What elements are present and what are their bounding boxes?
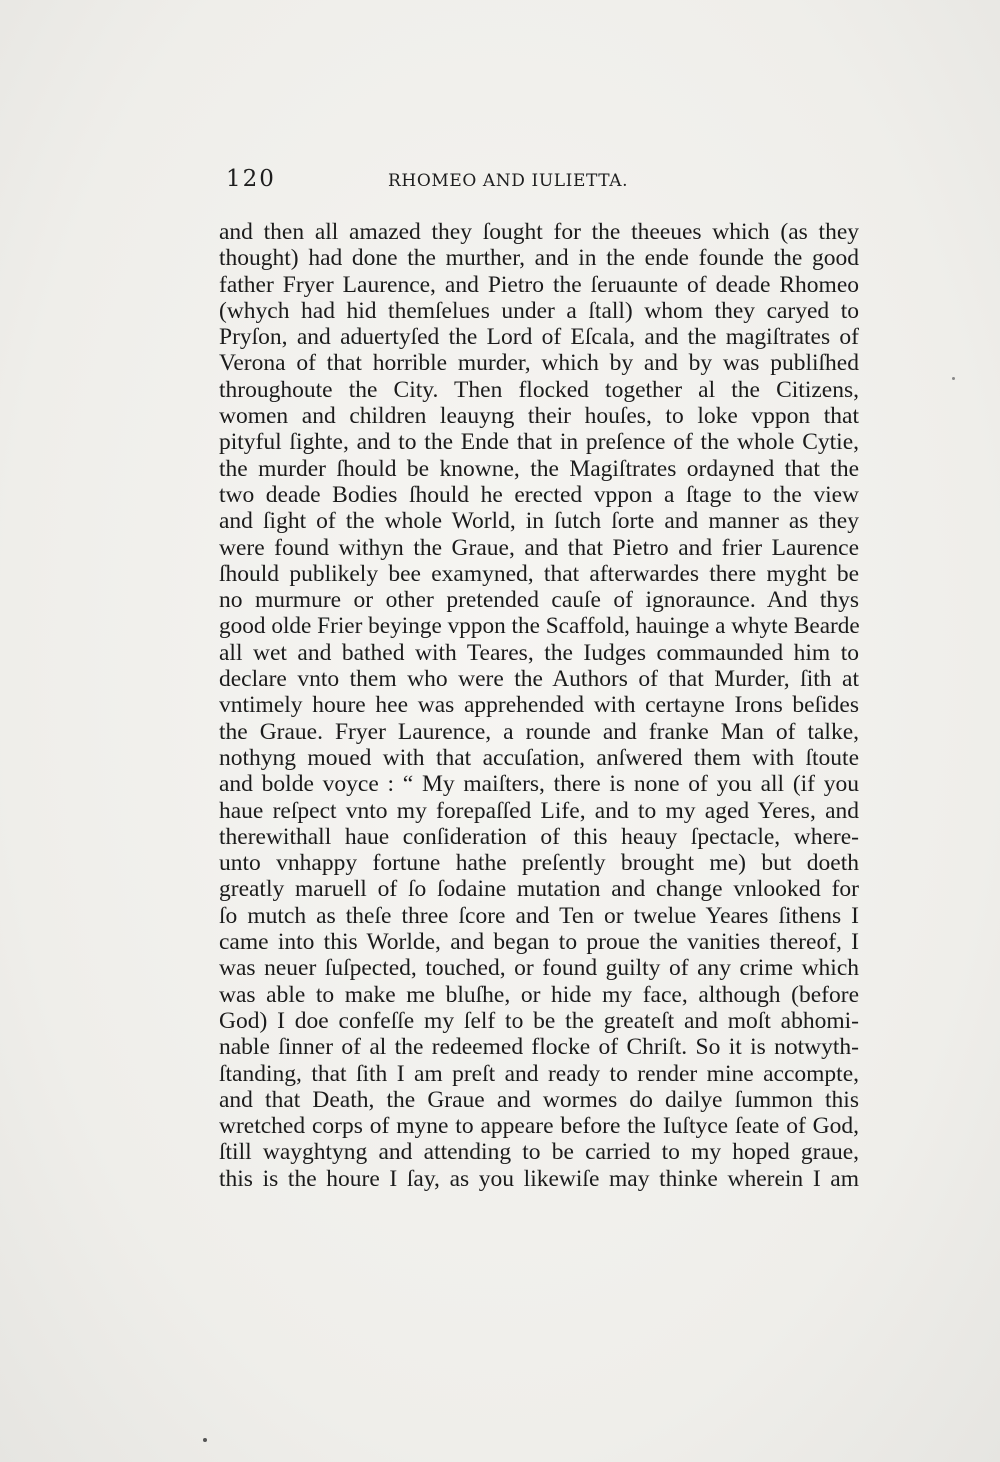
text-line: and that Death, the Graue and wormes do dailye ſummon this: [219, 1086, 859, 1113]
text-line: unto vnhappy fortune hathe preſently brought me) but doeth: [219, 850, 859, 877]
text-line: women and children leauyng their houſes, to loke vppon that: [219, 403, 859, 430]
text-line: the murder ſhould be knowne, the Magiſtrates ordayned that the: [219, 455, 859, 482]
text-line: father Fryer Laurence, and Pietro the ſeruaunte of deade Rhomeo: [219, 271, 859, 298]
text-line: and bolde voyce : “ My maiſters, there is none of you all (if you: [219, 771, 859, 798]
body-text: [219, 219, 859, 1192]
text-line: and ſight of the whole World, in ſutch ſorte and manner as they: [219, 508, 859, 535]
text-line: ſtanding, that ſith I am preſt and ready to render mine accompte,: [219, 1060, 859, 1087]
text-line: two deade Bodies ſhould he erected vppon a ſtage to the view: [219, 481, 859, 508]
text-line: was neuer ſuſpected, touched, or found guilty of any crime which: [219, 955, 859, 982]
text-line: nothyng moued with that accuſation, anſwered them with ſtoute: [219, 744, 859, 771]
running-title: RHOMEO AND IULIETTA.: [388, 171, 629, 191]
text-line: Pryſon, and aduertyſed the Lord of Eſcala, and the magiſtrates of: [219, 324, 859, 351]
page-number: 120: [226, 166, 276, 192]
text-line: ſtill wayghtyng and attending to be carried to my hoped graue,: [219, 1139, 859, 1166]
text-line: (whych had hid themſelues under a ſtall) whom they caryed to: [219, 297, 859, 324]
text-line: and then all amazed they ſought for the theeues which (as they: [219, 219, 859, 245]
text-line: thought) had done the murther, and in the ende founde the good: [219, 245, 859, 272]
text-line: greatly maruell of ſo ſodaine mutation and change vnlooked for: [219, 876, 859, 903]
page-header: [226, 166, 862, 196]
text-line: were found withyn the Graue, and that Pietro and frier Laurence: [219, 534, 859, 561]
text-line: nable ſinner of al the redeemed flocke of Chriſt. So it is notwyth-: [219, 1034, 859, 1061]
paper-speck: [952, 377, 955, 380]
paper-speck: [203, 1438, 207, 1442]
text-line: haue reſpect vnto my forepaſſed Life, and to my aged Yeres, and: [219, 797, 859, 824]
text-line: therewithall haue conſideration of this heauy ſpectacle, where-: [219, 823, 859, 850]
text-line: ſo mutch as theſe three ſcore and Ten or twelue Yeares ſithens I: [219, 902, 859, 929]
text-line: no murmure or other pretended cauſe of ignoraunce. And thys: [219, 587, 859, 614]
text-line: ſhould publikely bee examyned, that afterwardes there myght be: [219, 560, 859, 587]
text-line: vntimely houre hee was apprehended with certayne Irons beſides: [219, 692, 859, 719]
text-line: the Graue. Fryer Laurence, a rounde and franke Man of talke,: [219, 718, 859, 745]
text-line: was able to make me bluſhe, or hide my face, although (before: [219, 981, 859, 1008]
text-line: this is the houre I ſay, as you likewiſe may thinke wherein I am: [219, 1165, 859, 1192]
text-line: came into this Worlde, and began to proue the vanities thereof, I: [219, 929, 859, 956]
text-line: all wet and bathed with Teares, the Iudges commaunded him to: [219, 639, 859, 666]
text-line: pityful ſighte, and to the Ende that in preſence of the whole Cytie,: [219, 429, 859, 456]
text-line: throughoute the City. Then flocked together al the Citizens,: [219, 376, 859, 403]
text-line: wretched corps of myne to appeare before the Iuſtyce ſeate of God,: [219, 1113, 859, 1140]
text-line: good olde Frier beyinge vppon the Scaffold, hauinge a whyte Bearde: [219, 613, 860, 640]
text-line: God) I doe confeſſe my ſelf to be the greateſt and moſt abhomi-: [219, 1007, 859, 1034]
text-line: Verona of that horrible murder, which by and by was publiſhed: [219, 350, 859, 377]
text-line: declare vnto them who were the Authors of that Murder, ſith at: [219, 666, 859, 693]
